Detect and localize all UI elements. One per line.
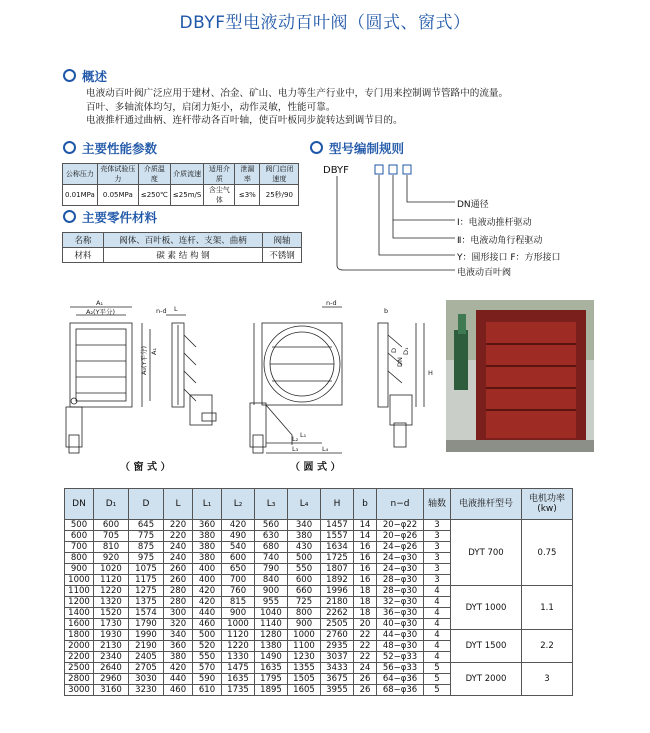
section-overview [63,67,107,85]
table-cell: 280 [164,586,193,597]
table-cell: 420 [193,597,222,608]
table-cell: 1280 [255,630,288,641]
table-cell: 1490 [255,652,288,663]
table-cell: 340 [288,520,321,531]
table-cell: 1457 [321,520,354,531]
table-cell: 380 [193,542,222,553]
table-cell: 700 [65,542,94,553]
table-cell: 56−φ33 [377,663,424,674]
table-cell: 975 [129,553,164,564]
model-code: DBYF [323,165,349,176]
section-parts-label: 主要零件材料 [82,210,158,225]
section-model [310,139,404,157]
table-cell: 1990 [129,630,164,641]
round-type-front-view [250,307,342,453]
section-overview-label: 概述 [82,69,108,84]
table-cell: 1996 [321,586,354,597]
table-cell: 3955 [321,685,354,696]
table-cell: 1895 [255,685,288,696]
table-cell: 3 [424,564,451,575]
dim-label: DN [396,357,404,367]
table-cell: 1000 [222,619,255,630]
table-cell: 2760 [321,630,354,641]
table-cell: 2505 [321,619,354,630]
table-cell: 600 [65,531,94,542]
table-cell: 2262 [321,608,354,619]
table-cell: 660 [288,586,321,597]
table-cell: 420 [222,520,255,531]
table-cell: 650 [222,564,255,575]
motor-power-cell: 3 [522,663,573,696]
table-cell: 16 [354,542,377,553]
table-cell: 4 [424,608,451,619]
section-parts [63,208,157,226]
table-cell: 1120 [94,575,129,586]
motor-power-cell: 0.75 [522,520,573,586]
table-cell: 740 [255,553,288,564]
table-cell: 3 [424,575,451,586]
perf-value: 0.05MPa [97,185,138,206]
table-cell: 1000 [288,630,321,641]
table-cell: 1800 [65,630,94,641]
overview-line: 百叶、多轴流体均匀，启闭力矩小，动作灵敏，性能可靠。 [86,101,336,113]
performance-table [62,163,299,206]
table-cell: 3 [424,553,451,564]
dim-label: D₁ [402,347,410,355]
table-cell: 1600 [65,619,94,630]
table-cell: 900 [222,608,255,619]
table-cell: 1120 [222,630,255,641]
table-cell: 1605 [288,685,321,696]
table-cell: 800 [288,608,321,619]
table-cell: 705 [94,531,129,542]
table-cell: 920 [94,553,129,564]
table-cell: 380 [164,652,193,663]
dim-label: A₂(Y平分) [86,308,116,316]
table-header: D₁ [94,489,129,520]
table-cell: 24−φ26 [377,542,424,553]
dim-label: D [390,347,398,353]
table-row [65,630,573,641]
table-cell: 590 [193,674,222,685]
table-cell: 4 [424,586,451,597]
table-cell: 2340 [94,652,129,663]
table-cell: 1000 [65,575,94,586]
parts-cell: 材料 [63,248,104,263]
table-cell: 500 [65,520,94,531]
table-cell: 260 [164,564,193,575]
table-cell: 1075 [129,564,164,575]
table-cell: 52−φ33 [377,652,424,663]
table-header: D [129,489,164,520]
table-cell: 1730 [94,619,129,630]
table-cell: 2935 [321,641,354,652]
window-type-side-view [166,315,216,425]
dim-label: A₁ [150,347,158,355]
table-cell: 2960 [94,674,129,685]
table-cell: 900 [255,586,288,597]
table-cell: 420 [164,663,193,674]
table-cell: 36−φ30 [377,608,424,619]
table-cell: 24−φ30 [377,564,424,575]
table-cell: 3 [424,531,451,542]
dim-label: L₂ [292,435,299,443]
section-performance [63,139,157,157]
table-header: b [354,489,377,520]
table-header: 电机功率(kw) [522,489,573,520]
table-cell: 645 [129,520,164,531]
table-cell: 20−φ22 [377,520,424,531]
table-cell: 22 [354,630,377,641]
table-cell: 790 [255,564,288,575]
circle-bullet-icon [63,210,76,223]
perf-header: 适用介质 [204,164,235,185]
perf-value: 0.01MPa [63,185,98,206]
motor-power-cell: 2.2 [522,630,573,663]
table-cell: 1355 [288,663,321,674]
table-cell: 1790 [129,619,164,630]
table-header: n−d [377,489,424,520]
table-cell: 24 [354,663,377,674]
table-cell: 22 [354,652,377,663]
table-cell: 1100 [288,641,321,652]
table-cell: 3030 [129,674,164,685]
parts-header: 阀轴 [263,233,302,248]
table-cell: 3 [424,542,451,553]
table-cell: 490 [222,531,255,542]
table-cell: 600 [94,520,129,531]
table-cell: 1275 [129,586,164,597]
table-cell: 610 [193,685,222,696]
model-line: Ⅰ：电液动推杆驱动 [457,218,532,228]
table-cell: 1040 [255,608,288,619]
table-header: H [321,489,354,520]
technical-drawings [60,295,440,470]
model-line: Y：圆形接口 F：方形接口 [457,253,561,263]
parts-cell: 碳 素 结 构 钢 [104,248,263,263]
table-cell: 1892 [321,575,354,586]
table-cell: 1795 [255,674,288,685]
model-line: 电液动百叶阀 [457,268,512,278]
table-cell: 240 [164,553,193,564]
section-model-label: 型号编制规则 [329,141,405,156]
table-cell: 1175 [129,575,164,586]
table-cell: 1807 [321,564,354,575]
table-cell: 44−φ30 [377,630,424,641]
dim-label: n-d [326,299,337,307]
table-cell: 1140 [255,619,288,630]
page-title: DBYF型电液动百叶阀（圆式、窗式） [179,13,471,33]
table-cell: 1520 [94,608,129,619]
circle-bullet-icon [63,141,76,154]
table-header: DN [65,489,94,520]
dim-label: L₄ [322,445,329,453]
table-cell: 2200 [65,652,94,663]
table-cell: 520 [193,641,222,652]
table-cell: 1375 [129,597,164,608]
table-cell: 28−φ30 [377,586,424,597]
table-cell: 3433 [321,663,354,674]
table-cell: 3 [424,520,451,531]
table-cell: 14 [354,520,377,531]
table-cell: 420 [193,586,222,597]
table-cell: 1400 [65,608,94,619]
table-cell: 2190 [129,641,164,652]
table-cell: 875 [129,542,164,553]
table-cell: 4 [424,652,451,663]
overview-line: 电液动百叶阀广泛应用于建材、冶金、矿山、电力等生产行业中，专门用来控制调节管路中的流量。 [86,88,509,99]
table-cell: 2000 [65,641,94,652]
table-header: L₃ [255,489,288,520]
table-cell: 430 [288,542,321,553]
table-cell: 550 [288,564,321,575]
table-header: L₁ [193,489,222,520]
table-cell: 1930 [94,630,129,641]
dim-label: n-d [156,307,167,315]
table-cell: 3675 [321,674,354,685]
table-cell: 955 [255,597,288,608]
table-cell: 48−φ30 [377,641,424,652]
table-row [65,586,573,597]
table-cell: 380 [288,531,321,542]
table-cell: 4 [424,619,451,630]
table-cell: 600 [288,575,321,586]
table-cell: 775 [129,531,164,542]
perf-header: 介质流速 [170,164,203,185]
table-cell: 64−φ36 [377,674,424,685]
table-cell: 1725 [321,553,354,564]
table-header: L₄ [288,489,321,520]
dim-label: H [428,369,433,377]
table-cell: 840 [255,575,288,586]
table-cell: 1100 [65,586,94,597]
product-photo [446,300,594,452]
product-photo-drawing [446,300,594,452]
table-cell: 1230 [288,652,321,663]
actuator-model-cell: DYT 700 [451,520,522,586]
table-cell: 440 [193,608,222,619]
perf-value: ≤250℃ [138,185,170,206]
table-cell: 900 [288,619,321,630]
table-cell: 400 [193,564,222,575]
table-cell: 460 [164,685,193,696]
table-cell: 360 [193,520,222,531]
table-cell: 5 [424,685,451,696]
table-cell: 460 [193,619,222,630]
table-cell: 550 [193,652,222,663]
table-cell: 26 [354,685,377,696]
table-cell: 4 [424,597,451,608]
table-cell: 3160 [94,685,129,696]
table-cell: 68−φ36 [377,685,424,696]
dim-label: L [174,305,178,313]
model-rule-diagram [323,160,623,280]
perf-value: 含尘气体 [204,185,235,206]
perf-header: 泄漏率 [235,164,260,185]
table-cell: 380 [193,553,222,564]
table-cell: 1505 [288,674,321,685]
circle-bullet-icon [310,141,323,154]
dim-label: A₁ [96,299,104,307]
overview-text [86,87,508,128]
table-cell: 440 [164,674,193,685]
table-cell: 3000 [65,685,94,696]
table-cell: 1220 [222,641,255,652]
table-cell: 1634 [321,542,354,553]
table-cell: 14 [354,531,377,542]
table-header: 电液推杆型号 [451,489,522,520]
table-cell: 260 [164,575,193,586]
perf-value: 25秒/90 [260,185,299,206]
table-cell: 600 [222,553,255,564]
table-cell: 815 [222,597,255,608]
table-cell: 2500 [65,663,94,674]
table-header: L [164,489,193,520]
table-cell: 4 [424,630,451,641]
table-cell: 18 [354,608,377,619]
circle-bullet-icon [63,69,76,82]
table-cell: 4 [424,641,451,652]
table-cell: 240 [164,542,193,553]
motor-power-cell: 1.1 [522,586,573,630]
perf-value: ≤3% [235,185,260,206]
table-cell: 2130 [94,641,129,652]
parts-header: 名称 [63,233,104,248]
table-cell: 1635 [222,674,255,685]
perf-header: 介质温度 [138,164,170,185]
table-cell: 1330 [222,652,255,663]
table-cell: 1220 [94,586,129,597]
table-row [65,520,573,531]
table-cell: 1635 [255,663,288,674]
dim-label: L₃ [292,445,299,453]
table-cell: 16 [354,564,377,575]
table-cell: 540 [222,542,255,553]
actuator-model-cell: DYT 1000 [451,586,522,630]
table-cell: 24−φ30 [377,553,424,564]
table-cell: 1020 [94,564,129,575]
table-cell: 380 [193,531,222,542]
table-cell: 2405 [129,652,164,663]
perf-header: 公称压力 [63,164,98,185]
table-cell: 22 [354,641,377,652]
table-cell: 340 [164,630,193,641]
table-cell: 20 [354,619,377,630]
table-cell: 5 [424,674,451,685]
table-cell: 2180 [321,597,354,608]
table-cell: 18 [354,586,377,597]
window-caption: （ 窗 式 ） [120,462,171,473]
table-cell: 2705 [129,663,164,674]
table-cell: 1735 [222,685,255,696]
table-cell: 725 [288,597,321,608]
table-cell: 500 [288,553,321,564]
dim-label: A₀(Y平分) [140,345,148,375]
actuator-model-cell: DYT 2000 [451,663,522,696]
perf-header: 阀门启闭速度 [260,164,299,185]
table-cell: 28−φ30 [377,575,424,586]
table-cell: 1557 [321,531,354,542]
table-cell: 500 [193,630,222,641]
perf-value: ≤25m/S [170,185,203,206]
table-cell: 900 [65,564,94,575]
table-cell: 3230 [129,685,164,696]
table-cell: 1475 [222,663,255,674]
table-cell: 560 [255,520,288,531]
table-cell: 1574 [129,608,164,619]
table-cell: 630 [255,531,288,542]
table-cell: 32−φ30 [377,597,424,608]
parts-table [62,232,302,263]
table-header: L₂ [222,489,255,520]
table-cell: 2800 [65,674,94,685]
dim-label: b [384,307,389,315]
table-cell: 300 [164,608,193,619]
table-cell: 360 [164,641,193,652]
perf-header: 壳体试验压力 [97,164,138,185]
model-line: DN通径 [457,200,489,210]
table-cell: 20−φ26 [377,531,424,542]
table-cell: 26 [354,674,377,685]
model-line: Ⅱ：电液动角行程驱动 [457,236,543,246]
table-cell: 16 [354,553,377,564]
table-cell: 700 [222,575,255,586]
parts-header: 阀体、百叶板、连杆、支架、曲柄 [104,233,263,248]
table-cell: 280 [164,597,193,608]
table-cell: 18 [354,597,377,608]
dim-label: L₁ [300,431,307,439]
table-cell: 800 [65,553,94,564]
table-header: 轴数 [424,489,451,520]
window-type-front-view [66,307,150,453]
table-cell: 220 [164,520,193,531]
table-cell: 16 [354,575,377,586]
table-cell: 5 [424,663,451,674]
table-cell: 680 [255,542,288,553]
dimension-table [64,488,573,696]
table-cell: 40−φ30 [377,619,424,630]
round-type-side-view [378,323,424,447]
table-cell: 1380 [255,641,288,652]
section-performance-label: 主要性能参数 [82,141,158,156]
table-cell: 400 [193,575,222,586]
table-cell: 220 [164,531,193,542]
table-cell: 320 [164,619,193,630]
table-cell: 2640 [94,663,129,674]
actuator-model-cell: DYT 1500 [451,630,522,663]
round-caption: （ 圆 式 ） [290,462,341,473]
overview-line: 电液推杆通过曲柄、连杆带动各百叶轴，使百叶板同步旋转达到调节目的。 [86,115,403,126]
table-cell: 570 [193,663,222,674]
parts-cell: 不锈钢 [263,248,302,263]
table-row [65,663,573,674]
table-cell: 3037 [321,652,354,663]
table-cell: 810 [94,542,129,553]
table-cell: 1200 [65,597,94,608]
table-cell: 1320 [94,597,129,608]
table-cell: 760 [222,586,255,597]
